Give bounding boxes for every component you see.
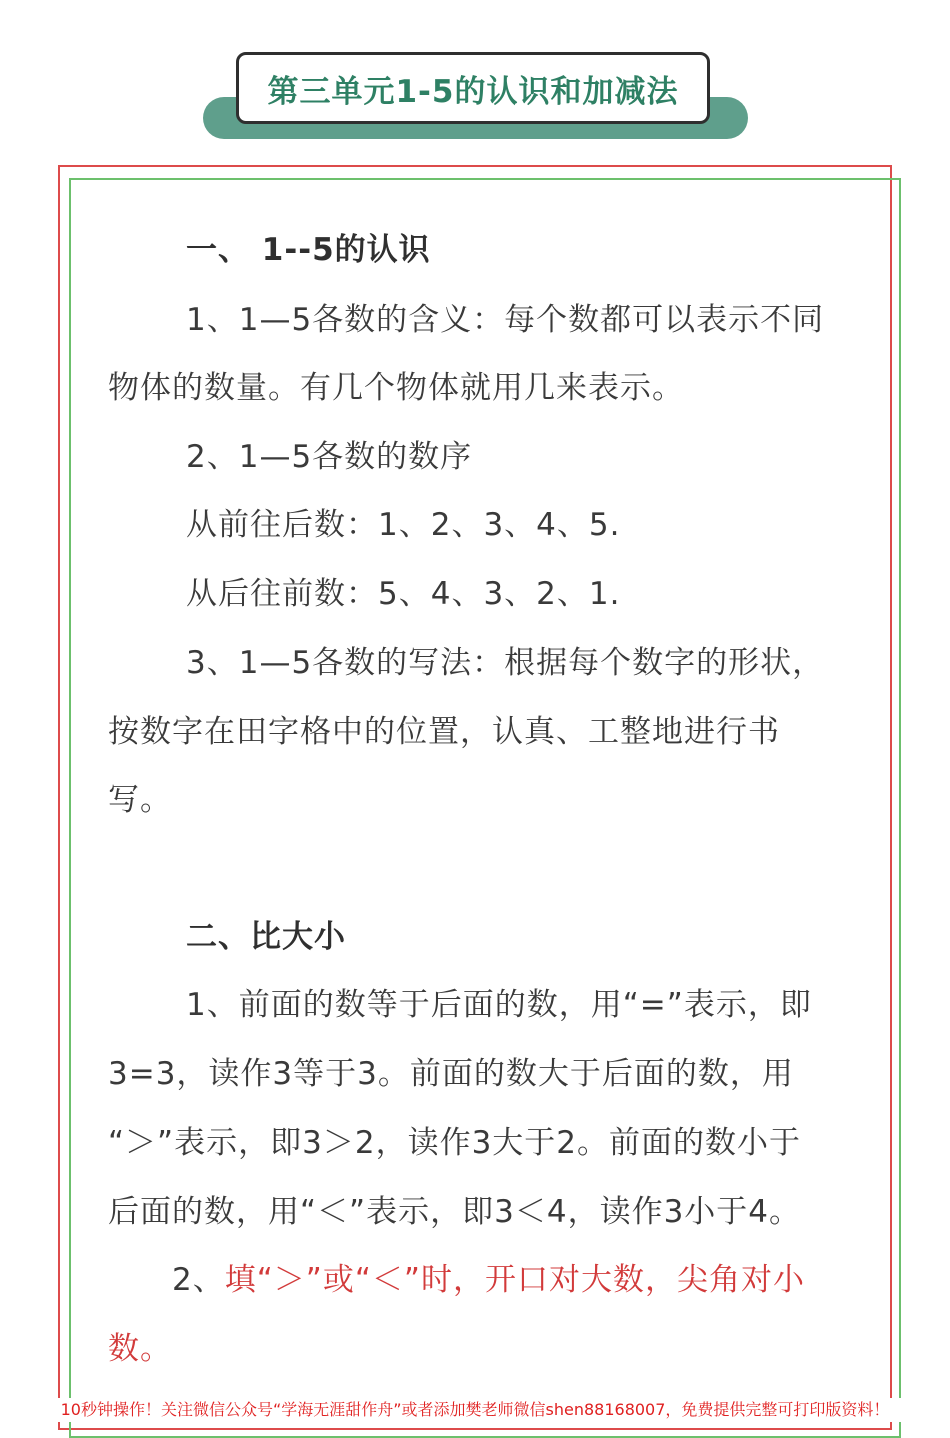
section1-p1-line1: 1、1—5各数的含义：每个数都可以表示不同	[186, 302, 825, 338]
section2-p2-rule: 填“＞”或“＜”时，开口对大数，尖角对小	[224, 1262, 805, 1298]
title-box	[236, 52, 710, 124]
section2-p1-line4: 后面的数，用“＜”表示，即3＜4，读作3小于4。	[108, 1194, 802, 1230]
section1-p3-line2: 按数字在田字格中的位置，认真、工整地进行书	[108, 714, 780, 750]
section2-p2-line1	[172, 1260, 805, 1300]
section1-heading: 一、 1--5的认识	[186, 232, 431, 268]
section2-p1-line1: 1、前面的数等于后面的数，用“=”表示，即	[186, 987, 812, 1023]
section1-backward: 从后往前数：5、4、3、2、1.	[186, 576, 621, 612]
footer-notice: 10秒钟操作！关注微信公众号“学海无涯甜作舟”或者添加樊老师微信shen88168007，免费提供完整可打印版资料！	[0, 1398, 950, 1422]
section2-p1-line3: “＞”表示，即3＞2，读作3大于2。前面的数小于	[108, 1125, 802, 1161]
section1-p1-line2: 物体的数量。有几个物体就用几来表示。	[108, 370, 684, 406]
section2-heading: 二、比大小	[186, 919, 346, 955]
section2-p1-line2: 3=3，读作3等于3。前面的数大于后面的数，用	[108, 1056, 794, 1092]
section1-p2: 2、1—5各数的数序	[186, 439, 473, 475]
section2-p2-line2: 数。	[108, 1331, 172, 1367]
section1-p3-line1: 3、1—5各数的写法：根据每个数字的形状，	[186, 645, 825, 681]
page-title: 第三单元1-5的认识和加减法	[267, 73, 679, 110]
frame-green	[69, 178, 901, 1438]
section2-p2-prefix: 2、	[172, 1262, 225, 1298]
section1-p3-line3: 写。	[108, 782, 172, 818]
section1-forward: 从前往后数：1、2、3、4、5.	[186, 507, 621, 543]
